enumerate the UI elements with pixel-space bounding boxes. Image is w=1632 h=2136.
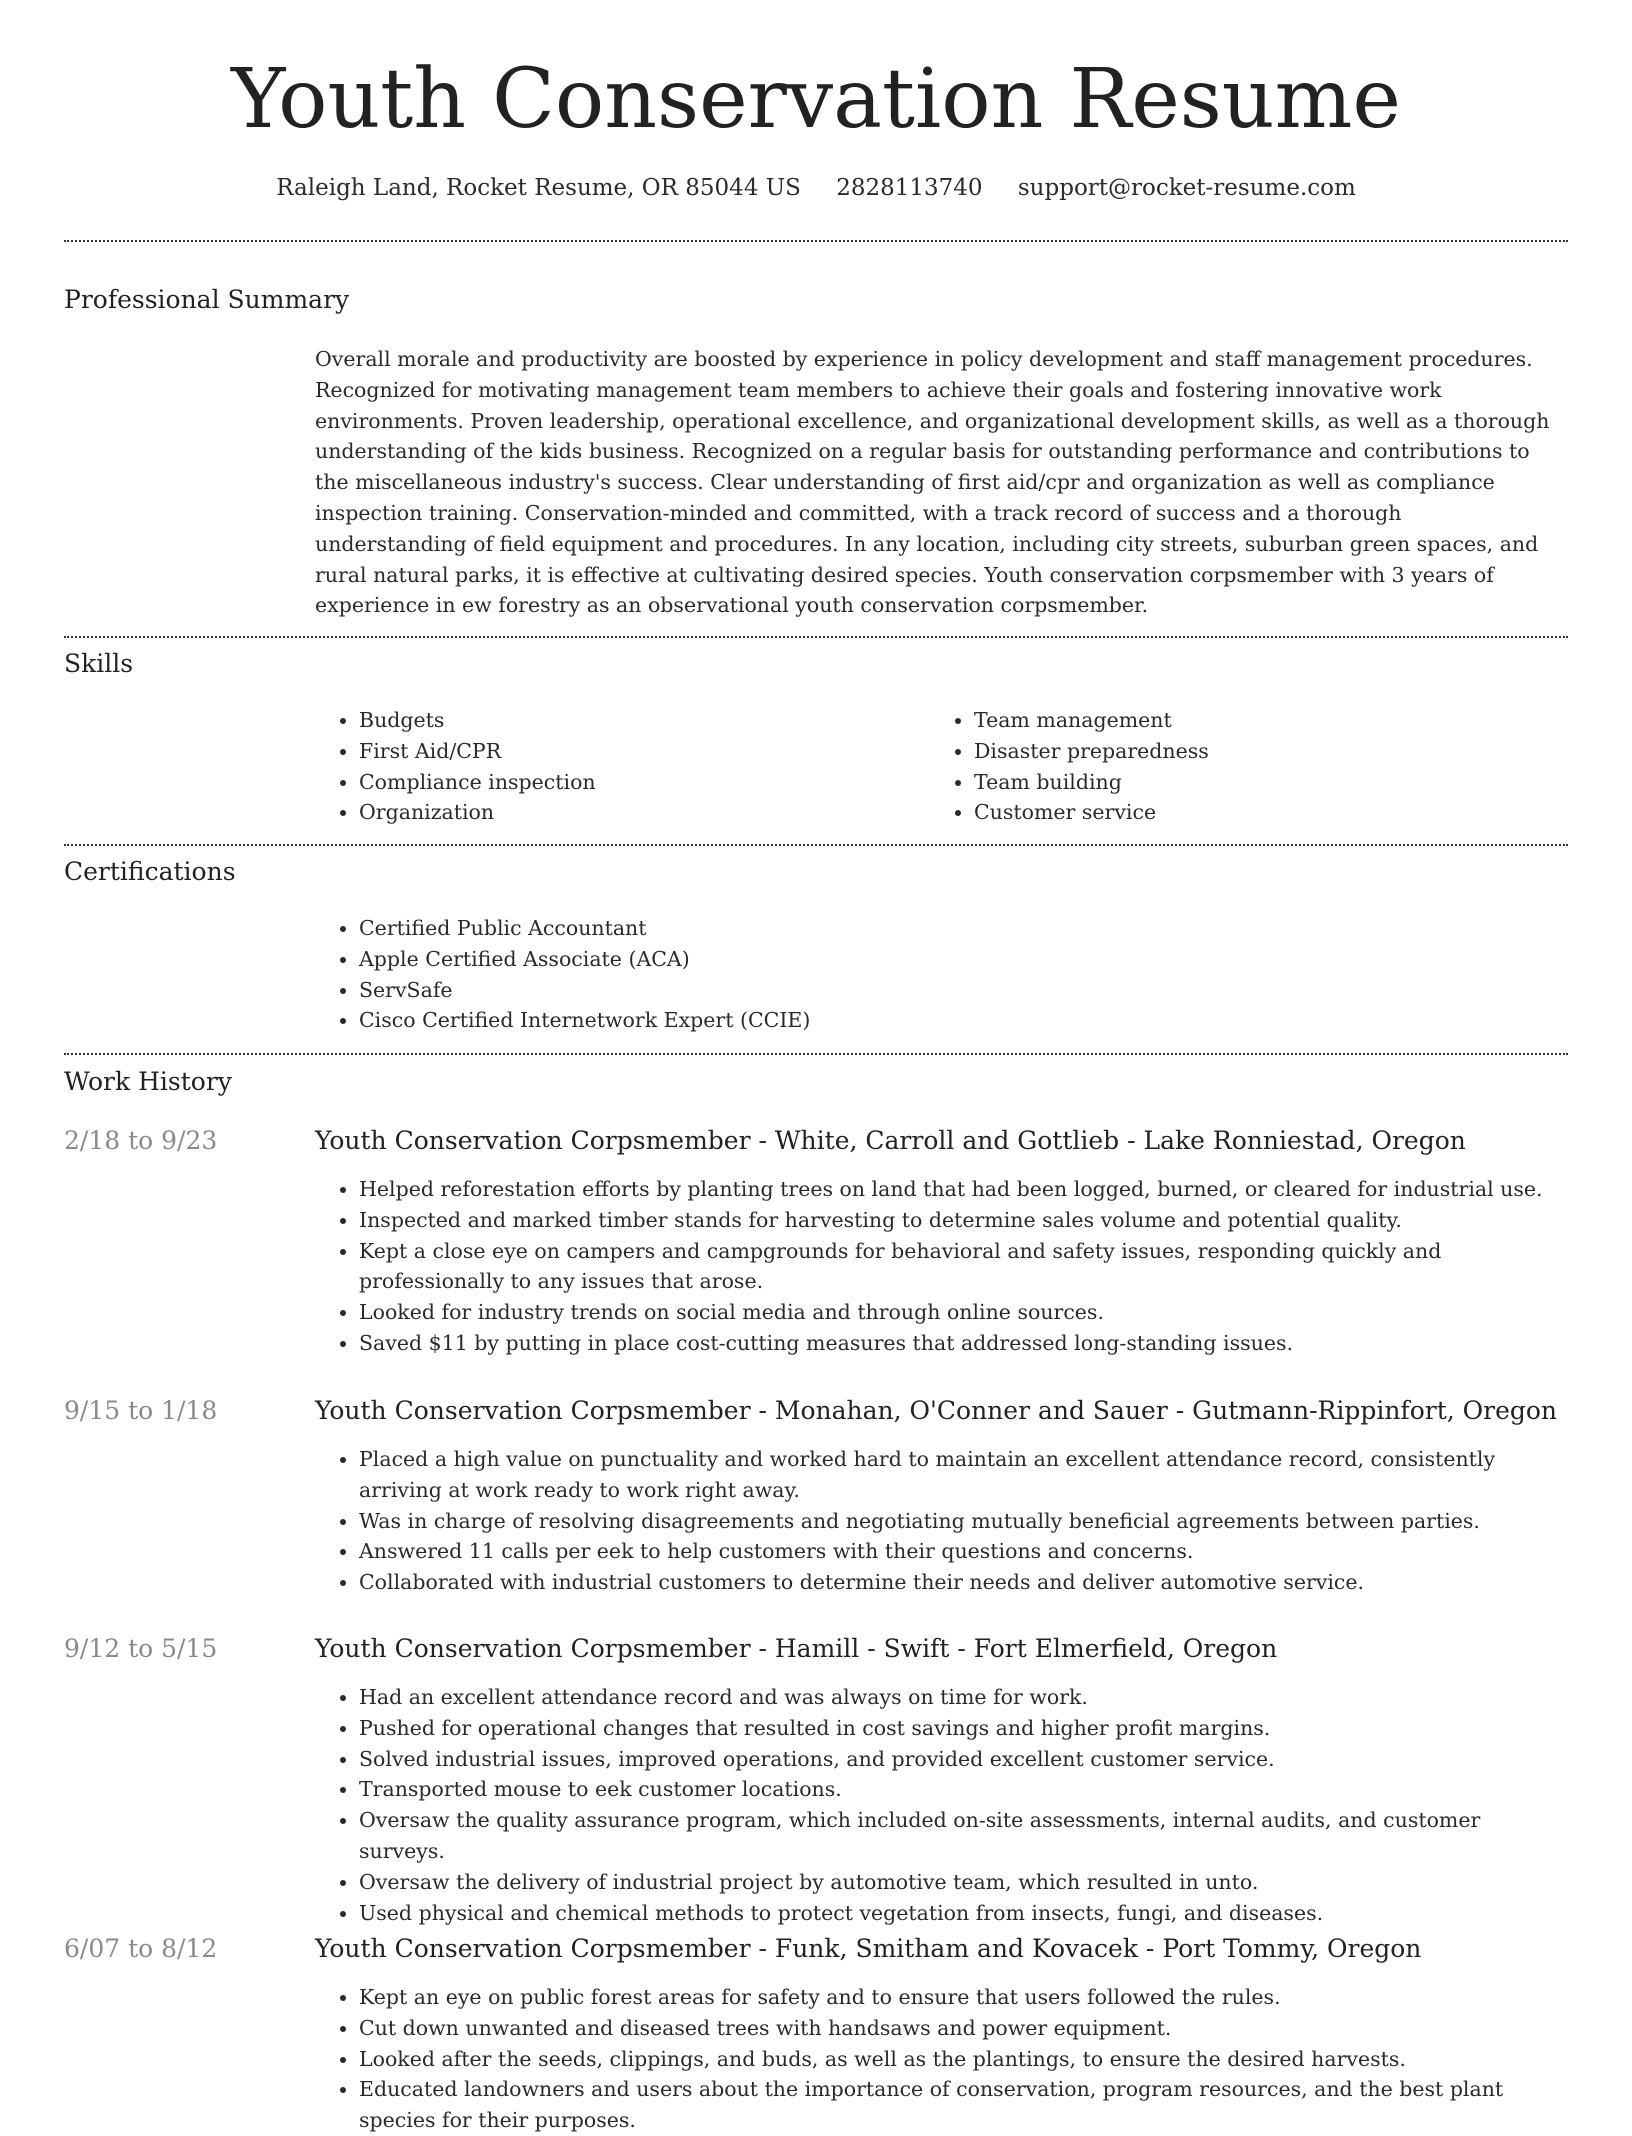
- job-dates: 9/12 to 5/15: [64, 1634, 218, 1663]
- skill-item: • Compliance inspection: [359, 767, 875, 798]
- job-duty-item: • Oversaw the delivery of industrial project by automotive team, which resulted in unto.: [359, 1867, 1565, 1898]
- job-duty-item: • Pushed for operational changes that resulted in cost savings and higher profit margins.: [359, 1713, 1565, 1744]
- job-duty-item: • Placed a high value on punctuality and worked hard to maintain an excellent attendance record, consistently arriving at work ready to work right away.: [359, 1444, 1565, 1506]
- certification-item: • Cisco Certified Internetwork Expert (CCIE): [359, 1005, 1515, 1036]
- summary-heading: Professional Summary: [64, 285, 350, 314]
- skill-item: • Customer service: [974, 797, 1530, 828]
- job-dates: 2/18 to 9/23: [64, 1126, 218, 1155]
- job-title: Youth Conservation Corpsmember - White, Carroll and Gottlieb - Lake Ronniestad, Oregon: [315, 1126, 1466, 1155]
- job-duty-item: • Looked for industry trends on social media and through online sources.: [359, 1297, 1565, 1328]
- job-duty-item: • Used physical and chemical methods to protect vegetation from insects, fungi, and diseases.: [359, 1898, 1565, 1929]
- job-title: Youth Conservation Corpsmember - Monahan, O'Conner and Sauer - Gutmann-Rippinfort, Oregon: [315, 1396, 1558, 1425]
- contact-line: [0, 172, 1632, 204]
- contact-email: support@rocket-resume.com: [1017, 175, 1356, 201]
- contact-phone: 2828113740: [836, 175, 983, 201]
- job-duty-item: • Educated landowners and users about the importance of conservation, program resources, and the best plant species for their purposes.: [359, 2074, 1565, 2136]
- job-duty-item: • Had an excellent attendance record and was always on time for work.: [359, 1682, 1565, 1713]
- job-duty-item: • Cut down unwanted and diseased trees with handsaws and power equipment.: [359, 2013, 1565, 2044]
- certifications-list: [315, 913, 1515, 1036]
- job-duties: [315, 1982, 1565, 2136]
- section-divider: [64, 844, 1568, 846]
- certification-item: • Certified Public Accountant: [359, 913, 1515, 944]
- skill-item: • Disaster preparedness: [974, 736, 1530, 767]
- skills-heading: Skills: [64, 649, 134, 678]
- job-duty-item: • Looked after the seeds, clippings, and buds, as well as the plantings, to ensure the desired harvests.: [359, 2044, 1565, 2075]
- job-title: Youth Conservation Corpsmember - Hamill - Swift - Fort Elmerfield, Oregon: [315, 1634, 1278, 1663]
- job-duty-item: • Transported mouse to eek customer locations.: [359, 1774, 1565, 1805]
- job-duties: [315, 1444, 1565, 1598]
- job-duty-item: • Kept an eye on public forest areas for safety and to ensure that users followed the rules.: [359, 1982, 1565, 2013]
- job-duty-item: • Collaborated with industrial customers to determine their needs and deliver automotive service.: [359, 1567, 1565, 1598]
- job-duty-item: • Kept a close eye on campers and campgrounds for behavioral and safety issues, responding quickly and professionally to any issues that arose.: [359, 1236, 1565, 1298]
- section-divider: [64, 1053, 1568, 1055]
- job-duty-item: • Answered 11 calls per eek to help customers with their questions and concerns.: [359, 1536, 1565, 1567]
- resume-title: Youth Conservation Resume: [231, 52, 1401, 147]
- job-duties: [315, 1174, 1565, 1359]
- skill-item: • Organization: [359, 797, 875, 828]
- skill-item: • Budgets: [359, 705, 875, 736]
- job-title: Youth Conservation Corpsmember - Funk, Smitham and Kovacek - Port Tommy, Oregon: [315, 1934, 1422, 1963]
- section-divider: [64, 240, 1568, 242]
- section-divider: [64, 636, 1568, 638]
- job-duty-item: • Oversaw the quality assurance program, which included on-site assessments, internal audits, and customer surveys.: [359, 1805, 1565, 1867]
- job-duties: [315, 1682, 1565, 1928]
- certifications-heading: Certifications: [64, 857, 236, 886]
- skills-column-left: [315, 705, 875, 828]
- job-duty-item: • Saved $11 by putting in place cost-cutting measures that addressed long-standing issues.: [359, 1328, 1565, 1359]
- contact-address: Raleigh Land, Rocket Resume, OR 85044 US: [276, 175, 801, 201]
- summary-text: Overall morale and productivity are boosted by experience in policy development and staff management procedures. Recognized for motivating management team members to achieve their goals and fostering innovative work environments. Proven leadership, operational excellence, and organizational development skills, as well as a thorough understanding of the kids business. Recognized on a regular basis for outstanding performance and contributions to the miscellaneous industry's success. Clear understanding of first aid/cpr and organization as well as compliance inspection training. Conservation-minded and committed, with a track record of success and a thorough understanding of field equipment and procedures. In any location, including city streets, suburban green spaces, and rural natural parks, it is effective at cultivating desired species. Youth conservation corpsmember with 3 years of experience in ew forestry as an observational youth conservation corpsmember.: [315, 347, 1550, 618]
- certification-item: • ServSafe: [359, 975, 1515, 1006]
- job-dates: 9/15 to 1/18: [64, 1396, 218, 1425]
- job-dates: 6/07 to 8/12: [64, 1934, 218, 1963]
- job-duty-item: • Was in charge of resolving disagreements and negotiating mutually beneficial agreements between parties.: [359, 1506, 1565, 1537]
- skill-item: • Team building: [974, 767, 1530, 798]
- job-duty-item: • Solved industrial issues, improved operations, and provided excellent customer service.: [359, 1744, 1565, 1775]
- certification-item: • Apple Certified Associate (ACA): [359, 944, 1515, 975]
- work-history-heading: Work History: [64, 1067, 232, 1096]
- skill-item: • First Aid/CPR: [359, 736, 875, 767]
- skills-column-right: [930, 705, 1530, 828]
- job-duty-item: • Inspected and marked timber stands for harvesting to determine sales volume and potential quality.: [359, 1205, 1565, 1236]
- skill-item: • Team management: [974, 705, 1530, 736]
- job-duty-item: • Helped reforestation efforts by planting trees on land that had been logged, burned, or cleared for industrial use.: [359, 1174, 1565, 1205]
